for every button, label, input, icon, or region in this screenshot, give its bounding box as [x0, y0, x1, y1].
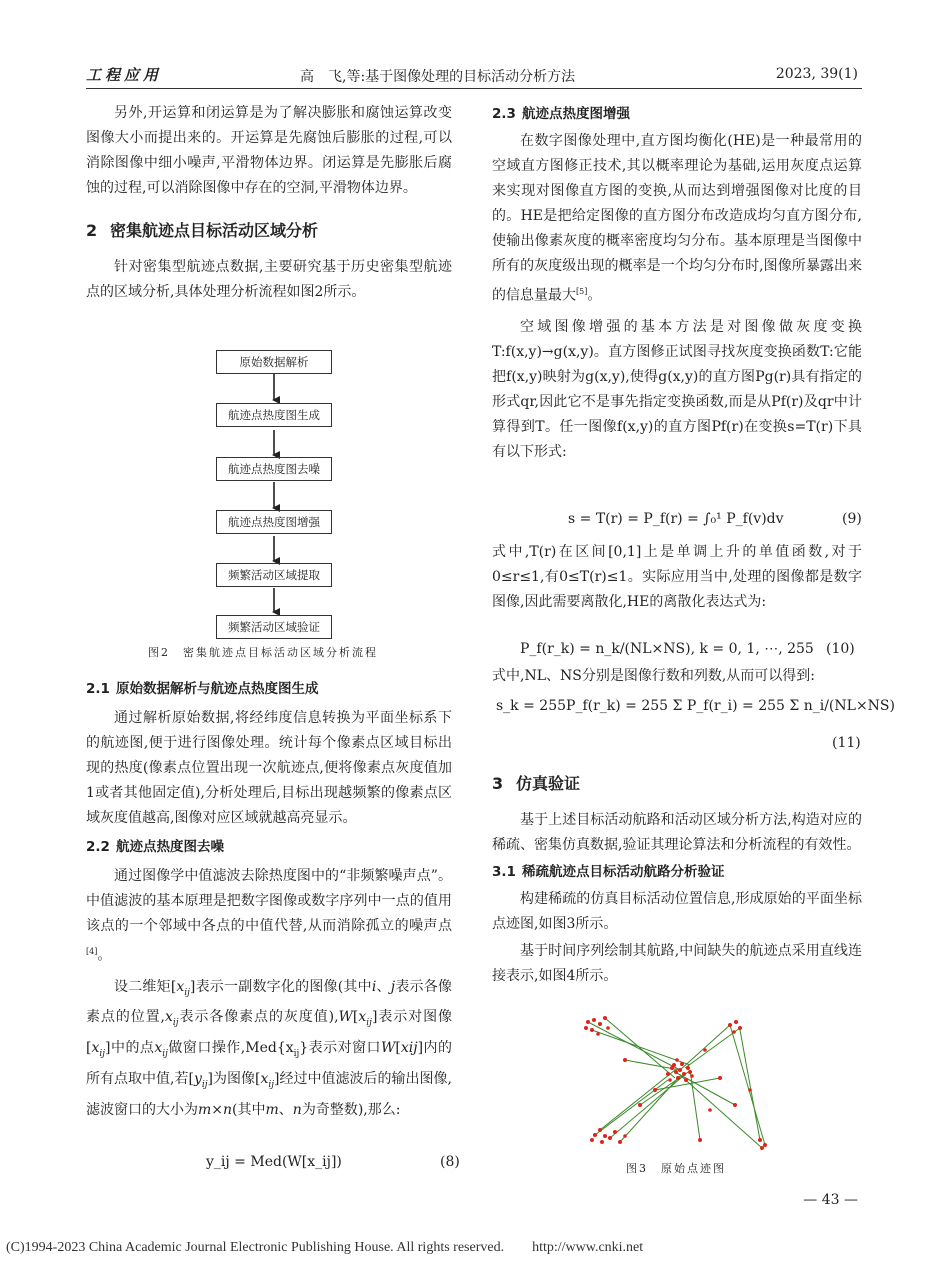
section-2-2-paragraph-1: 通过图像学中值滤波去除热度图中的“非频繁噪声点”。中值滤波的基本原理是把数字图像或数字序列中一点的值用该点的一个邻域中各点的中值代替,从而消除孤立的噪声点[4]。	[86, 868, 452, 964]
flow-step-1: 原始数据解析	[216, 350, 332, 374]
left-column-top	[86, 101, 452, 305]
running-title: 高 飞,等:基于图像处理的目标活动分析方法	[300, 69, 576, 85]
section-2-1-heading: 2.1 原始数据解析与航迹点热度图生成	[86, 681, 319, 697]
right-column-top	[492, 102, 862, 465]
journal-name: 工程应用	[86, 66, 163, 84]
equation-9-number: (9)	[842, 511, 862, 527]
page-number: — 43 —	[803, 1192, 858, 1208]
left-column-bottom	[86, 677, 452, 1123]
equation-10-number: (10)	[826, 641, 855, 657]
right-column-bottom	[492, 771, 862, 989]
section-2-heading: 2 密集航迹点目标活动区域分析	[86, 221, 319, 240]
section-2-paragraph: 针对密集型航迹点数据,主要研究基于历史密集型航迹点的区域分析,具体处理分析流程如图2所示。	[86, 259, 452, 300]
flow-step-4: 航迹点热度图增强	[216, 510, 332, 534]
intro-paragraph: 另外,开运算和闭运算是为了解决膨胀和腐蚀运算改变图像大小而提出来的。开运算是先腐蚀后膨胀的过程,可以消除图像中细小噪声,平滑物体边界。闭运算是先膨胀后腐蚀的过程,可以消除图像中存在的空洞,平滑物体边界。	[86, 105, 452, 196]
equation-8: y_ij = Med(W[x_ij])	[206, 1154, 342, 1170]
figure-2-caption: 图2 密集航迹点目标活动区域分析流程	[148, 646, 378, 659]
flow-step-6: 频繁活动区域验证	[216, 615, 332, 639]
section-2-3-paragraph-3: 式中,T(r)在区间[0,1]上是单调上升的单值函数,对于0≤r≤1,有0≤T(r)≤1。实际应用当中,处理的图像都是数字图像,因此需要离散化,HE的离散化表达式为:	[492, 544, 862, 610]
section-2-1-paragraph: 通过解析原始数据,将经纬度信息转换为平面坐标系下的航迹图,便于进行图像处理。统计每个像素点区域目标出现的热度(像素点位置出现一次航迹点,便将像素点灰度值加1或者其他固定值),分析处理后,目标出现越频繁的像素点区域灰度值越高,图像对应区域就越高亮显示。	[86, 710, 452, 826]
section-3-1-heading: 3.1 稀疏航迹点目标活动航路分析验证	[492, 864, 725, 880]
section-3-1-paragraph-2: 基于时间序列绘制其航路,中间缺失的航迹点采用直线连接表示,如图4所示。	[492, 943, 862, 984]
section-2-3-heading: 2.3 航迹点热度图增强	[492, 106, 630, 122]
equation-9: s = T(r) = P_f(r) = ∫₀¹ P_f(v)dv	[568, 511, 784, 527]
figure-2-flowchart	[86, 346, 452, 646]
flow-step-2: 航迹点热度图生成	[216, 403, 332, 427]
equation-11-number: (11)	[832, 735, 861, 751]
right-column-middle	[492, 540, 862, 615]
flow-arrows	[86, 346, 452, 646]
section-2-3-paragraph-2: 空域图像增强的基本方法是对图像做灰度变换T:f(x,y)→g(x,y)。直方图修正试图寻找灰度变换函数T:它能把f(x,y)映射为g(x,y),使得g(x,y)的直方图Pg(r)具有指定的形式qr,因此它不是事先指定变换函数,而是从Pf(r)及qr中计算得到T。任一图像f(x,y)的直方图Pf(r)在变换s=T(r)下具有以下形式:	[492, 318, 862, 460]
section-3-heading: 3 仿真验证	[492, 774, 581, 793]
figure-3-track-plot	[580, 1010, 780, 1155]
track-lines	[588, 1018, 765, 1148]
copyright-footer: (C)1994-2023 China Academic Journal Electronic Publishing House. All rights reserved. http://www.cnki.net	[6, 1240, 644, 1255]
figure-3-caption: 图3 原始点迹图	[626, 1162, 726, 1175]
issue-info: 2023, 39(1)	[775, 66, 858, 82]
flow-step-3: 航迹点热度图去噪	[216, 457, 332, 481]
right-column-eq-text	[492, 664, 862, 689]
section-3-1-paragraph-1: 构建稀疏的仿真目标活动位置信息,形成原始的平面坐标点迹图,如图3所示。	[492, 891, 862, 932]
equation-11: s_k = 255P_f(r_k) = 255 Σ P_f(r_i) = 255 Σ n_i/(NL×NS)	[496, 698, 895, 714]
equation-8-number: (8)	[440, 1154, 460, 1170]
section-2-2-paragraph-2: 设二维矩$[x_{ij}]$表示一副数字化的图像(其中i、j表示各像素点的位置$,x_{ij}$表示各像素点的灰度值)$,W[x_{ij}]$表示对图像$[x_{ij}]$中的点$x_{ij}$做窗口操作$,Med\{x_{ij}\}$表示对窗口W[xij]内的所有点取中值,若$[y_{ij}]$为图像$[x_{ij}]$经过中值滤波后的输出图像,滤波窗口的大小为m×n(其中m、n为奇整数),那么:	[86, 978, 453, 1118]
section-3-paragraph: 基于上述目标活动航路和活动区域分析方法,构造对应的稀疏、密集仿真数据,验证其理论算法和分析流程的有效性。	[492, 812, 862, 853]
header-rule	[86, 88, 862, 89]
equation-10: P_f(r_k) = n_k/(NL×NS), k = 0, 1, ⋯, 255	[520, 641, 814, 657]
section-2-3-paragraph-1: 在数字图像处理中,直方图均衡化(HE)是一种最常用的空域直方图修正技术,其以概率理论为基础,运用灰度点运算来实现对图像直方图的变换,从而达到增强图像对比度的目的。HE是把给定图像的直方图分布改造成均匀直方图分布,使输出像素灰度的概率密度均匀分布。基本原理是当图像中所有的灰度级出现的概率是一个均匀分布时,图像所暴露出来的信息量最大[5]。	[492, 133, 862, 304]
flow-step-5: 频繁活动区域提取	[216, 563, 332, 587]
section-2-2-heading: 2.2 航迹点热度图去噪	[86, 839, 224, 855]
section-2-3-paragraph-4: 式中,NL、NS分别是图像行数和列数,从而可以得到:	[492, 668, 816, 684]
